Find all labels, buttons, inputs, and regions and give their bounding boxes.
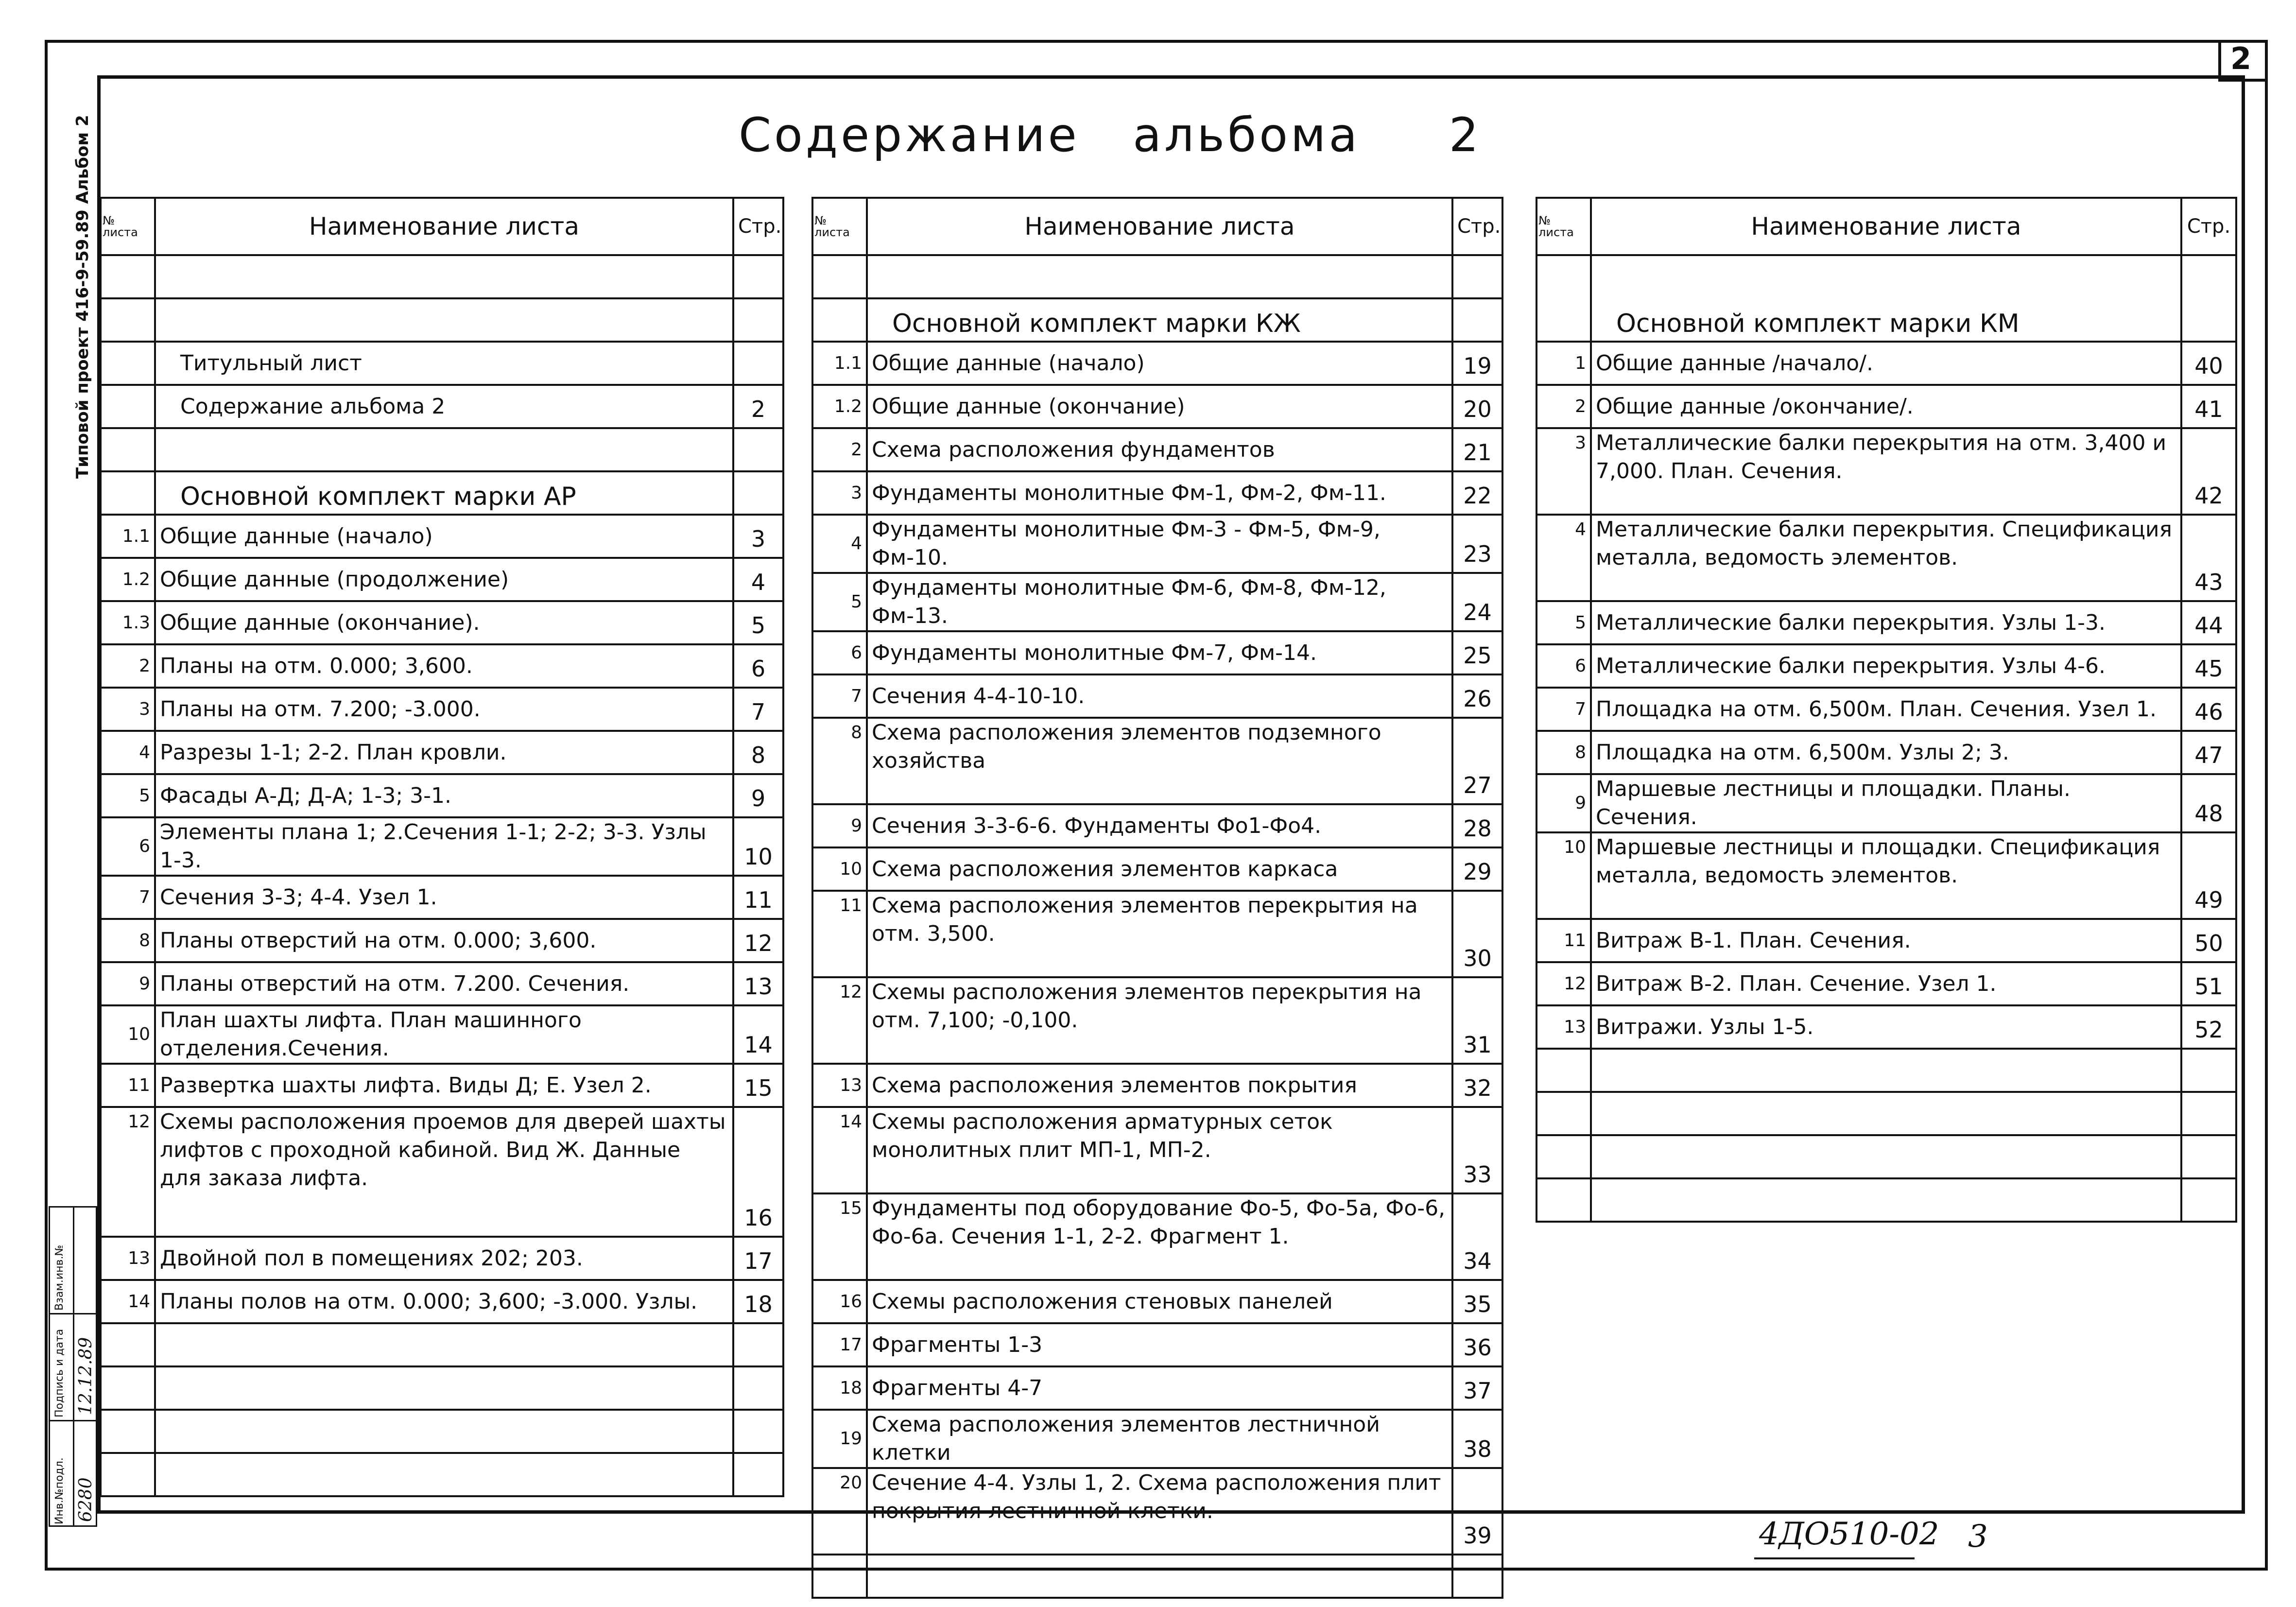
page-number-cell: 37 — [1452, 1366, 1502, 1410]
sheet-name-cell: Металлические балки перекрытия на отм. 3,400 и 7,000. План. Сечения. — [1591, 428, 2181, 515]
sheet-name-cell — [155, 298, 733, 342]
section-heading: Основной комплект марки АР — [155, 471, 733, 515]
table-row — [1536, 774, 2236, 832]
table-row — [101, 385, 783, 428]
table-row — [1536, 342, 2236, 385]
table-row — [812, 515, 1502, 573]
sheet-name-cell: Титульный лист — [155, 342, 733, 385]
page-number-cell: 15 — [733, 1064, 783, 1107]
table-row — [101, 1366, 783, 1410]
page-number-cell: 50 — [2181, 919, 2236, 962]
table-row — [812, 1555, 1502, 1598]
page-number-cell — [2181, 1049, 2236, 1092]
table-row — [812, 428, 1502, 471]
sheet-number-cell: 11 — [1536, 919, 1591, 962]
sheet-name-cell: Схема расположения элементов покрытия — [867, 1064, 1452, 1107]
sheet-name-cell — [155, 428, 733, 471]
table-row — [812, 1366, 1502, 1410]
page-number-cell: 20 — [1452, 385, 1502, 428]
sheet-number-cell — [101, 342, 155, 385]
sheet-name-cell — [1591, 1092, 2181, 1135]
table-row — [101, 558, 783, 601]
table-row — [101, 1323, 783, 1366]
sheet-name-cell: Металлические балки перекрытия. Узлы 1-3. — [1591, 601, 2181, 644]
sheet-name-cell: Сечения 3-3-6-6. Фундаменты Фо1-Фо4. — [867, 804, 1452, 847]
page-number-cell — [2181, 1135, 2236, 1178]
table-row — [812, 1323, 1502, 1366]
sheet-name-cell: Общие данные /окончание/. — [1591, 385, 2181, 428]
table-row — [101, 342, 783, 385]
sheet-name-cell: Площадка на отм. 6,500м. Узлы 2; 3. — [1591, 731, 2181, 774]
page-number-cell: 36 — [1452, 1323, 1502, 1366]
sheet-number-cell — [1536, 1049, 1591, 1092]
page-number-cell: 52 — [2181, 1005, 2236, 1049]
sheet-name-cell: Содержание альбома 2 — [155, 385, 733, 428]
sheet-number-cell: 2 — [812, 428, 867, 471]
page-number-cell: 43 — [2181, 515, 2236, 601]
sheet-number-cell: 6 — [812, 631, 867, 674]
page-number-cell: 29 — [1452, 847, 1502, 891]
sheet-number-cell: 1.2 — [101, 558, 155, 601]
page-number-cell — [2181, 1178, 2236, 1222]
table-row — [1536, 601, 2236, 644]
col-header-page: Стр. — [2181, 198, 2236, 255]
sheet-number-cell: 17 — [812, 1323, 867, 1366]
sheet-number-cell — [101, 471, 155, 515]
page-number-cell: 30 — [1452, 891, 1502, 977]
sheet-name-cell: Общие данные (окончание). — [155, 601, 733, 644]
sheet-number-cell: 5 — [1536, 601, 1591, 644]
page-number-cell — [1452, 255, 1502, 298]
table-row — [101, 255, 783, 298]
table-row — [101, 1005, 783, 1064]
table-row — [101, 644, 783, 688]
page-number-cell — [733, 1453, 783, 1496]
page-number-cell: 17 — [733, 1237, 783, 1280]
sheet-number-cell: 6 — [1536, 644, 1591, 688]
page-number-cell: 51 — [2181, 962, 2236, 1005]
page-number-cell: 10 — [733, 817, 783, 876]
sheet-name-cell: Схемы расположения арматурных сеток монолитных плит МП-1, МП-2. — [867, 1107, 1452, 1193]
page-number-cell: 47 — [2181, 731, 2236, 774]
table-row — [1536, 385, 2236, 428]
contents-table-kzh — [811, 197, 1503, 1599]
sheet-number-cell: 5 — [101, 774, 155, 817]
sheet-number-cell: 20 — [812, 1468, 867, 1555]
sheet-number-cell: 8 — [812, 718, 867, 804]
sheet-number-cell: 11 — [812, 891, 867, 977]
sheet-number-cell — [101, 1323, 155, 1366]
page-number-cell — [733, 342, 783, 385]
sheet-number-cell — [101, 428, 155, 471]
sheet-number-cell: 10 — [1536, 832, 1591, 919]
sheet-number-cell: 16 — [812, 1280, 867, 1323]
table-row — [812, 255, 1502, 298]
sheet-name-cell: Двойной пол в помещениях 202; 203. — [155, 1237, 733, 1280]
sheet-name-cell: Схема расположения элементов каркаса — [867, 847, 1452, 891]
stamp-header-replace: Взам.инв.№ — [53, 1244, 66, 1311]
album-title: Содержание альбома 2 — [739, 108, 1482, 162]
page-number-cell: 28 — [1452, 804, 1502, 847]
sheet-number-cell: 2 — [1536, 385, 1591, 428]
table-row — [101, 1107, 783, 1237]
sheet-number-cell — [101, 1453, 155, 1496]
sheet-number-cell: 1.1 — [101, 515, 155, 558]
sheet-number-cell — [101, 298, 155, 342]
table-row — [812, 1064, 1502, 1107]
page-number-cell — [733, 1323, 783, 1366]
sheet-number-cell: 9 — [812, 804, 867, 847]
footer-page-number: 3 — [1968, 1519, 1988, 1555]
sheet-name-cell: Металлические балки перекрытия. Спецификация металла, ведомость элементов. — [1591, 515, 2181, 601]
sheet-number-cell: 4 — [812, 515, 867, 573]
sheet-number-cell: 12 — [101, 1107, 155, 1237]
page-number-cell: 26 — [1452, 674, 1502, 718]
sheet-number-cell: 8 — [1536, 731, 1591, 774]
page-number-cell: 21 — [1452, 428, 1502, 471]
table-row — [812, 674, 1502, 718]
sheet-name-cell: Планы отверстий на отм. 0.000; 3,600. — [155, 919, 733, 962]
page-number-cell — [2181, 1092, 2236, 1135]
page-number-cell — [2181, 255, 2236, 342]
page-number-cell: 11 — [733, 876, 783, 919]
sheet-number-cell: 15 — [812, 1193, 867, 1280]
sheet-name-cell: Общие данные (окончание) — [867, 385, 1452, 428]
sheet-number-cell: 10 — [812, 847, 867, 891]
sheet-number-cell: 12 — [1536, 962, 1591, 1005]
page-number-cell: 22 — [1452, 471, 1502, 515]
sheet-name-cell — [155, 255, 733, 298]
stamp-value-inv: 6280 — [76, 1477, 96, 1522]
sheet-name-cell: Схема расположения фундаментов — [867, 428, 1452, 471]
table-row — [1536, 644, 2236, 688]
page-number-cell: 25 — [1452, 631, 1502, 674]
table-row — [101, 1064, 783, 1107]
table-row — [812, 471, 1502, 515]
sheet-number-cell — [1536, 1135, 1591, 1178]
sheet-name-cell: Схема расположения элементов лестничной клетки — [867, 1410, 1452, 1468]
page-number-cell: 12 — [733, 919, 783, 962]
sheet-name-cell: Металлические балки перекрытия. Узлы 4-6. — [1591, 644, 2181, 688]
sheet-number-cell: 9 — [1536, 774, 1591, 832]
col-header-page: Стр. — [733, 198, 783, 255]
page-number-cell — [733, 428, 783, 471]
sheet-number-cell — [101, 385, 155, 428]
table-row — [812, 804, 1502, 847]
sheet-number-cell: 4 — [1536, 515, 1591, 601]
table-row — [101, 1410, 783, 1453]
table-row — [101, 731, 783, 774]
table-row — [101, 919, 783, 962]
sheet-number-cell: 19 — [812, 1410, 867, 1468]
sheet-number-cell: 1 — [1536, 342, 1591, 385]
page-number-cell: 41 — [2181, 385, 2236, 428]
table-row — [101, 1453, 783, 1496]
sheet-name-cell: Фрагменты 1-3 — [867, 1323, 1452, 1366]
stamp-header-sign: Подпись и дата — [53, 1329, 66, 1417]
table-row — [812, 1107, 1502, 1193]
sheet-number-cell: 9 — [101, 962, 155, 1005]
sheet-number-cell: 1.2 — [812, 385, 867, 428]
col-header-name: Наименование листа — [155, 198, 733, 255]
side-project-label: Типовой проект 416-9-59.89 Альбом 2 — [73, 115, 92, 479]
table-row — [812, 573, 1502, 631]
contents-table-ar — [100, 197, 784, 1497]
table-row — [1536, 919, 2236, 962]
col-header-page: Стр. — [1452, 198, 1502, 255]
sheet-number-cell — [1536, 1092, 1591, 1135]
sheet-name-cell: Общие данные (начало) — [867, 342, 1452, 385]
sheet-name-cell: Схема расположения элементов подземного хозяйства — [867, 718, 1452, 804]
sheet-name-cell: Фрагменты 4-7 — [867, 1366, 1452, 1410]
sheet-name-cell: Общие данные (продолжение) — [155, 558, 733, 601]
sheet-name-cell: Витраж В-1. План. Сечения. — [1591, 919, 2181, 962]
col-header-no: № листа — [812, 198, 867, 255]
footer-underline — [1754, 1557, 1915, 1559]
table-row — [812, 718, 1502, 804]
table-row — [1536, 1005, 2236, 1049]
sheet-number-cell: 10 — [101, 1005, 155, 1064]
sheet-number-cell — [101, 1366, 155, 1410]
table-row — [812, 1193, 1502, 1280]
page-number-cell — [1452, 298, 1502, 342]
sheet-number-cell: 8 — [101, 919, 155, 962]
sheet-name-cell: Элементы плана 1; 2.Сечения 1-1; 2-2; 3-3. Узлы 1-3. — [155, 817, 733, 876]
table-row — [1536, 1135, 2236, 1178]
sheet-name-cell — [155, 1410, 733, 1453]
sheet-number-cell — [812, 1555, 867, 1598]
table-row — [812, 342, 1502, 385]
table-row — [101, 817, 783, 876]
sheet-name-cell: Маршевые лестницы и площадки. Планы. Сечения. — [1591, 774, 2181, 832]
sheet-name-cell: План шахты лифта. План машинного отделения.Сечения. — [155, 1005, 733, 1064]
sheet-number-cell: 7 — [101, 876, 155, 919]
section-heading-row — [812, 298, 1502, 342]
sheet-number-cell — [101, 255, 155, 298]
sheet-number-cell: 14 — [101, 1280, 155, 1323]
sheet-number-cell: 2 — [101, 644, 155, 688]
col-header-name: Наименование листа — [1591, 198, 2181, 255]
sheet-name-cell — [155, 1323, 733, 1366]
page-number-cell: 19 — [1452, 342, 1502, 385]
sheet-name-cell: Планы на отм. 7.200; -3.000. — [155, 688, 733, 731]
table-row — [1536, 832, 2236, 919]
page-number-cell: 8 — [733, 731, 783, 774]
stamp-value-date: 12.12.89 — [76, 1337, 96, 1415]
table-row — [1536, 1178, 2236, 1222]
approval-stamp — [49, 1206, 97, 1527]
page-number-cell: 34 — [1452, 1193, 1502, 1280]
sheet-number-cell: 7 — [1536, 688, 1591, 731]
section-heading: Основной комплект марки КЖ — [867, 298, 1452, 342]
sheet-name-cell — [1591, 1178, 2181, 1222]
page-number-cell: 49 — [2181, 832, 2236, 919]
sheet-name-cell: Фундаменты под оборудование Фо-5, Фо-5а, Фо-6, Фо-6а. Сечения 1-1, 2-2. Фрагмент 1. — [867, 1193, 1452, 1280]
sheet-number-cell — [812, 298, 867, 342]
sheet-name-cell: Фундаменты монолитные Фм-7, Фм-14. — [867, 631, 1452, 674]
footer-document-code: 4ДО510-02 — [1759, 1516, 1939, 1552]
page-number-cell: 16 — [733, 1107, 783, 1237]
sheet-name-cell: Общие данные /начало/. — [1591, 342, 2181, 385]
table-row — [101, 774, 783, 817]
sheet-name-cell: Фасады А-Д; Д-А; 1-3; 3-1. — [155, 774, 733, 817]
sheet-name-cell: Разрезы 1-1; 2-2. План кровли. — [155, 731, 733, 774]
sheet-name-cell — [1591, 1135, 2181, 1178]
page-number-cell: 4 — [733, 558, 783, 601]
sheet-number-cell: 18 — [812, 1366, 867, 1410]
sheet-name-cell: Планы полов на отм. 0.000; 3,600; -3.000. Узлы. — [155, 1280, 733, 1323]
page-number-cell: 7 — [733, 688, 783, 731]
table-row — [812, 847, 1502, 891]
table-row — [812, 1410, 1502, 1468]
sheet-name-cell — [155, 1366, 733, 1410]
col-header-no: № листа — [101, 198, 155, 255]
page-number-cell: 13 — [733, 962, 783, 1005]
table-row — [812, 1468, 1502, 1555]
page-number-cell: 23 — [1452, 515, 1502, 573]
sheet-name-cell: Планы отверстий на отм. 7.200. Сечения. — [155, 962, 733, 1005]
table-row — [101, 515, 783, 558]
sheet-name-cell — [1591, 1049, 2181, 1092]
table-row — [101, 428, 783, 471]
table-row — [812, 631, 1502, 674]
sheet-number-cell — [101, 1410, 155, 1453]
page-number-cell: 27 — [1452, 718, 1502, 804]
sheet-number: 2 — [2230, 41, 2252, 76]
sheet-name-cell — [155, 1453, 733, 1496]
sheet-number-cell — [1536, 255, 1591, 342]
page-number-cell: 31 — [1452, 977, 1502, 1064]
sheet-number-cell: 14 — [812, 1107, 867, 1193]
sheet-name-cell: Общие данные (начало) — [155, 515, 733, 558]
page-number-cell: 24 — [1452, 573, 1502, 631]
sheet-name-cell: Витражи. Узлы 1-5. — [1591, 1005, 2181, 1049]
page-number-cell: 44 — [2181, 601, 2236, 644]
table-row — [812, 385, 1502, 428]
table-row — [101, 1237, 783, 1280]
sheet-name-cell: Развертка шахты лифта. Виды Д; Е. Узел 2. — [155, 1064, 733, 1107]
sheet-number-cell — [1536, 1178, 1591, 1222]
table-row — [812, 977, 1502, 1064]
sheet-number-cell: 3 — [101, 688, 155, 731]
sheet-number-cell — [812, 255, 867, 298]
sheet-number-cell: 5 — [812, 573, 867, 631]
page-number-cell: 5 — [733, 601, 783, 644]
table-row — [1536, 1049, 2236, 1092]
stamp-header-inv: Инв.№подл. — [53, 1457, 66, 1524]
table-row — [101, 876, 783, 919]
section-heading-row — [101, 471, 783, 515]
sheet-number-cell: 11 — [101, 1064, 155, 1107]
sheet-name-cell — [867, 255, 1452, 298]
table-row — [101, 688, 783, 731]
sheet-name-cell: Схемы расположения проемов для дверей шахты лифтов с проходной кабиной. Вид Ж. Данные для заказа лифта. — [155, 1107, 733, 1237]
table-row — [1536, 515, 2236, 601]
table-row — [1536, 962, 2236, 1005]
sheet-name-cell: Схемы расположения элементов перекрытия на отм. 7,100; -0,100. — [867, 977, 1452, 1064]
page-number-cell: 48 — [2181, 774, 2236, 832]
sheet-number-cell: 13 — [101, 1237, 155, 1280]
table-row — [812, 891, 1502, 977]
table-row — [101, 962, 783, 1005]
page-number-cell: 33 — [1452, 1107, 1502, 1193]
col-header-name: Наименование листа — [867, 198, 1452, 255]
sheet-name-cell — [867, 1555, 1452, 1598]
page-number-cell — [733, 255, 783, 298]
page-number-cell: 46 — [2181, 688, 2236, 731]
section-heading: Основной комплект марки КМ — [1591, 255, 2181, 342]
page-number-cell: 14 — [733, 1005, 783, 1064]
page-number-cell: 3 — [733, 515, 783, 558]
sheet-name-cell: Фундаменты монолитные Фм-6, Фм-8, Фм-12, Фм-13. — [867, 573, 1452, 631]
page-number-cell: 42 — [2181, 428, 2236, 515]
sheet-number-cell: 3 — [1536, 428, 1591, 515]
table-row — [101, 1280, 783, 1323]
sheet-name-cell: Планы на отм. 0.000; 3,600. — [155, 644, 733, 688]
page-number-cell — [733, 298, 783, 342]
sheet-number-cell: 4 — [101, 731, 155, 774]
table-row — [812, 1280, 1502, 1323]
table-row — [1536, 688, 2236, 731]
sheet-name-cell: Сечения 4-4-10-10. — [867, 674, 1452, 718]
table-row — [1536, 731, 2236, 774]
page-number-cell — [733, 1366, 783, 1410]
sheet-number-cell: 13 — [1536, 1005, 1591, 1049]
sheet-number-cell: 3 — [812, 471, 867, 515]
sheet-name-cell: Схемы расположения стеновых панелей — [867, 1280, 1452, 1323]
sheet-name-cell: Маршевые лестницы и площадки. Спецификация металла, ведомость элементов. — [1591, 832, 2181, 919]
contents-table-km — [1536, 197, 2237, 1223]
page-number-cell: 45 — [2181, 644, 2236, 688]
sheet-name-cell: Витраж В-2. План. Сечение. Узел 1. — [1591, 962, 2181, 1005]
page-number-cell: 2 — [733, 385, 783, 428]
sheet-number-cell: 13 — [812, 1064, 867, 1107]
page-number-cell: 39 — [1452, 1468, 1502, 1555]
sheet-name-cell: Фундаменты монолитные Фм-1, Фм-2, Фм-11. — [867, 471, 1452, 515]
table-row — [101, 298, 783, 342]
page-number-cell: 6 — [733, 644, 783, 688]
sheet-name-cell: Сечения 3-3; 4-4. Узел 1. — [155, 876, 733, 919]
sheet-name-cell: Сечение 4-4. Узлы 1, 2. Схема расположения плит покрытия лестничной клетки. — [867, 1468, 1452, 1555]
page-number-cell — [1452, 1555, 1502, 1598]
page-number-cell: 18 — [733, 1280, 783, 1323]
sheet-number-cell: 7 — [812, 674, 867, 718]
col-header-no: № листа — [1536, 198, 1591, 255]
sheet-number-cell: 12 — [812, 977, 867, 1064]
page-number-cell: 32 — [1452, 1064, 1502, 1107]
sheet-name-cell: Площадка на отм. 6,500м. План. Сечения. Узел 1. — [1591, 688, 2181, 731]
page-number-cell: 35 — [1452, 1280, 1502, 1323]
table-row — [1536, 428, 2236, 515]
sheet-number-cell: 1.1 — [812, 342, 867, 385]
page-number-cell: 9 — [733, 774, 783, 817]
table-row — [1536, 1092, 2236, 1135]
sheet-number-cell: 1.3 — [101, 601, 155, 644]
page-number-cell — [733, 1410, 783, 1453]
page-number-cell: 40 — [2181, 342, 2236, 385]
sheet-number-cell: 6 — [101, 817, 155, 876]
section-heading-row — [1536, 255, 2236, 342]
sheet-name-cell: Схема расположения элементов перекрытия на отм. 3,500. — [867, 891, 1452, 977]
table-row — [101, 601, 783, 644]
page-number-cell: 38 — [1452, 1410, 1502, 1468]
page-number-cell — [733, 471, 783, 515]
sheet-name-cell: Фундаменты монолитные Фм-3 - Фм-5, Фм-9, Фм-10. — [867, 515, 1452, 573]
